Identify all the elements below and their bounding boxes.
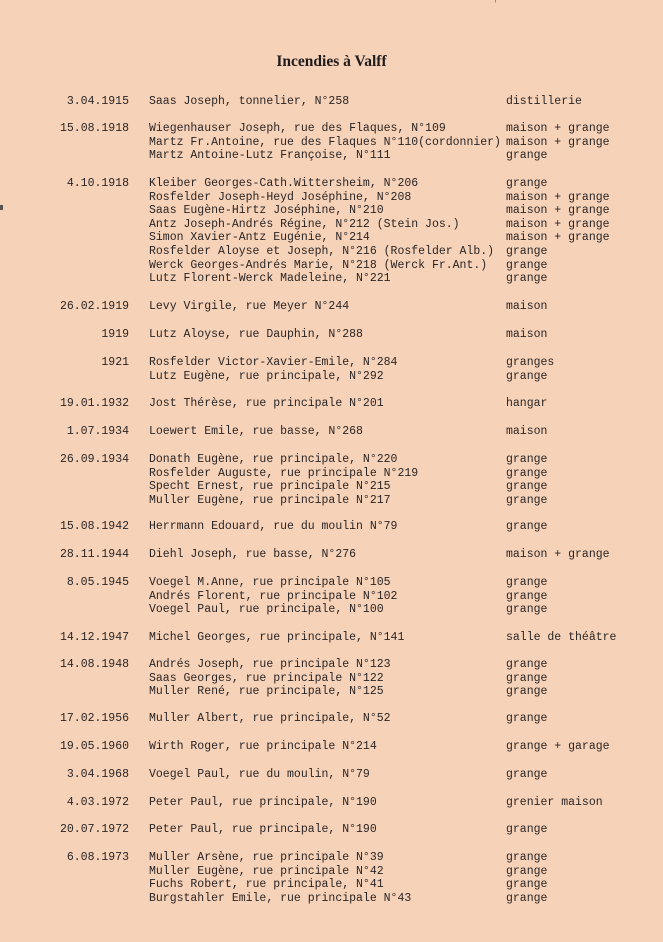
building-type: grange bbox=[506, 878, 548, 892]
entry-lines bbox=[149, 520, 547, 534]
building-type: grange bbox=[506, 864, 548, 878]
entry-line bbox=[149, 494, 547, 508]
entry-line bbox=[149, 796, 603, 810]
entry-description: Specht Ernest, rue principale N°215 bbox=[149, 480, 391, 494]
building-type: maison bbox=[506, 425, 548, 438]
entry-line bbox=[149, 245, 610, 259]
entry-description: Andrés Florent, rue principale N°102 bbox=[149, 589, 398, 603]
entry-line bbox=[149, 878, 547, 892]
entry-line bbox=[149, 851, 547, 865]
entry-line bbox=[149, 658, 547, 672]
entry-line bbox=[149, 712, 547, 726]
building-type: distillerie bbox=[506, 95, 582, 108]
entry-description: Michel Georges, rue principale, N°141 bbox=[149, 631, 405, 644]
page-title: Incendies à Valff bbox=[276, 53, 387, 70]
entry-date: 28.11.1944 bbox=[59, 548, 129, 561]
entry-description: Saas Eugène-Hirtz Joséphine, N°210 bbox=[149, 204, 384, 218]
entry-date: 19.01.1932 bbox=[59, 397, 129, 410]
entry-line bbox=[149, 177, 610, 191]
entry-description: Rosfelder Auguste, rue principale N°219 bbox=[149, 466, 419, 480]
entry-line bbox=[149, 768, 547, 782]
entry-description: Rosfelder Joseph-Heyd Joséphine, N°208 bbox=[149, 190, 412, 204]
entry-description: Saas Joseph, tonnelier, N°258 bbox=[149, 95, 350, 108]
entry-date: 15.08.1942 bbox=[59, 520, 129, 533]
entry-lines bbox=[149, 631, 616, 645]
building-type: grange bbox=[506, 520, 548, 533]
entry-line bbox=[149, 548, 610, 562]
entry-date: 6.08.1973 bbox=[66, 851, 129, 864]
entry-description: Martz Fr.Antoine, rue des Flaques N°110(cordonnier) bbox=[149, 135, 501, 149]
entry-description: Voegel Paul, rue principale, N°100 bbox=[149, 603, 384, 617]
building-type: grange bbox=[506, 453, 548, 466]
entry-date: 26.09.1934 bbox=[59, 453, 129, 466]
entry-description: Voegel M.Anne, rue principale N°105 bbox=[149, 576, 391, 589]
entry-line bbox=[149, 823, 547, 837]
building-type: grange bbox=[506, 466, 548, 480]
building-type: maison bbox=[506, 328, 548, 341]
entry-description: Lutz Florent-Werck Madeleine, N°221 bbox=[149, 272, 391, 286]
building-type: grange bbox=[506, 891, 548, 905]
entry-lines bbox=[149, 796, 603, 810]
building-type: grange bbox=[506, 258, 548, 272]
entry-date: 19.05.1960 bbox=[59, 740, 129, 753]
building-type: grange bbox=[506, 823, 548, 836]
entry-lines bbox=[149, 740, 610, 754]
entry-lines bbox=[149, 453, 547, 507]
building-type: grange bbox=[506, 369, 548, 383]
entry-description: Simon Xavier-Antz Eugénie, N°214 bbox=[149, 231, 370, 245]
entry-line bbox=[149, 328, 547, 342]
building-type: grange + garage bbox=[506, 740, 610, 753]
entry-description: Kleiber Georges-Cath.Wittersheim, N°206 bbox=[149, 177, 419, 190]
entry-description: Jost Thérèse, rue principale N°201 bbox=[149, 397, 384, 410]
building-type: grange bbox=[506, 493, 548, 507]
entry-description: Rosfelder Victor-Xavier-Emile, N°284 bbox=[149, 356, 398, 369]
entry-description: Levy Virgile, rue Meyer N°244 bbox=[149, 300, 350, 313]
building-type: grange bbox=[506, 658, 548, 671]
entry-description: Muller René, rue principale, N°125 bbox=[149, 685, 384, 699]
building-type: grange bbox=[506, 480, 548, 494]
building-type: salle de théâtre bbox=[506, 631, 617, 644]
entry-line bbox=[149, 631, 616, 645]
building-type: grange bbox=[506, 768, 548, 781]
entry-lines bbox=[149, 356, 554, 383]
entry-line bbox=[149, 397, 547, 411]
entry-line bbox=[149, 453, 547, 467]
building-type: grange bbox=[506, 576, 548, 589]
building-type: grange bbox=[506, 149, 548, 163]
building-type: maison bbox=[506, 300, 548, 313]
entry-description: Lutz Aloyse, rue Dauphin, N°288 bbox=[149, 328, 363, 341]
entry-description: Werck Georges-Andrés Marie, N°218 (Werck Fr.Ant.) bbox=[149, 258, 488, 272]
entry-description: Peter Paul, rue principale, N°190 bbox=[149, 823, 377, 836]
entry-description: Rosfelder Aloyse et Joseph, N°216 (Rosfelder Alb.) bbox=[149, 244, 495, 258]
building-type: maison + grange bbox=[506, 231, 610, 245]
building-type: hangar bbox=[506, 397, 548, 410]
entry-line bbox=[149, 204, 610, 218]
entry-line bbox=[149, 685, 547, 699]
entry-line bbox=[149, 603, 547, 617]
entry-line bbox=[149, 590, 547, 604]
entry-description: Donath Eugène, rue principale, N°220 bbox=[149, 453, 398, 466]
entry-line bbox=[149, 136, 610, 150]
entry-description: Muller Eugène, rue principale N°42 bbox=[149, 864, 384, 878]
entry-date: 14.08.1948 bbox=[59, 658, 129, 671]
entry-date: 26.02.1919 bbox=[59, 300, 129, 313]
entry-line bbox=[149, 865, 547, 879]
entry-description: Muller Eugène, rue principale N°217 bbox=[149, 493, 391, 507]
entry-description: Antz Joseph-Andrés Régine, N°212 (Stein Jos.) bbox=[149, 217, 460, 231]
entry-line bbox=[149, 467, 547, 481]
building-type: maison + grange bbox=[506, 548, 610, 561]
building-type: grange bbox=[506, 603, 548, 617]
entry-lines bbox=[149, 177, 610, 286]
building-type: grange bbox=[506, 589, 548, 603]
entry-line bbox=[149, 122, 610, 136]
building-type: maison + grange bbox=[506, 135, 610, 149]
entry-line bbox=[149, 231, 610, 245]
entry-description: Voegel Paul, rue du moulin, N°79 bbox=[149, 768, 370, 781]
entry-description: Muller Arsène, rue principale N°39 bbox=[149, 851, 384, 864]
entry-line bbox=[149, 740, 610, 754]
entry-description: Wirth Roger, rue principale N°214 bbox=[149, 740, 377, 753]
entry-line bbox=[149, 672, 547, 686]
entry-description: Peter Paul, rue principale, N°190 bbox=[149, 796, 377, 809]
entry-line bbox=[149, 149, 610, 163]
building-type: grange bbox=[506, 177, 548, 190]
entry-lines bbox=[149, 712, 547, 726]
entry-description: Andrés Joseph, rue principale N°123 bbox=[149, 658, 391, 671]
entry-lines bbox=[149, 328, 547, 342]
entry-line bbox=[149, 892, 547, 906]
entry-line bbox=[149, 272, 610, 286]
entry-lines bbox=[149, 95, 582, 109]
building-type: grenier maison bbox=[506, 796, 603, 809]
entry-lines bbox=[149, 397, 547, 411]
entry-line bbox=[149, 300, 547, 314]
entry-description: Martz Antoine-Lutz Françoise, N°111 bbox=[149, 149, 391, 163]
entry-date: 1919 bbox=[101, 328, 129, 341]
entry-line bbox=[149, 480, 547, 494]
entry-date: 17.02.1956 bbox=[59, 712, 129, 725]
entry-lines bbox=[149, 768, 547, 782]
entry-description: Herrmann Edouard, rue du moulin N°79 bbox=[149, 520, 398, 533]
edge-mark bbox=[0, 205, 3, 210]
entry-lines bbox=[149, 548, 610, 562]
building-type: maison + grange bbox=[506, 204, 610, 218]
entry-description: Burgstahler Emile, rue principale N°43 bbox=[149, 891, 412, 905]
page-mark: ' bbox=[493, 0, 498, 9]
entry-line bbox=[149, 425, 547, 439]
entry-date: 1.07.1934 bbox=[66, 425, 129, 438]
entry-description: Fuchs Robert, rue principale, N°41 bbox=[149, 878, 384, 892]
building-type: grange bbox=[506, 671, 548, 685]
entry-date: 14.12.1947 bbox=[59, 631, 129, 644]
entry-description: Diehl Joseph, rue basse, N°276 bbox=[149, 548, 357, 561]
entry-lines bbox=[149, 576, 547, 617]
building-type: granges bbox=[506, 356, 555, 369]
entry-lines bbox=[149, 851, 547, 905]
entry-line bbox=[149, 370, 554, 384]
building-type: grange bbox=[506, 272, 548, 286]
building-type: grange bbox=[506, 244, 548, 258]
entry-line bbox=[149, 191, 610, 205]
building-type: grange bbox=[506, 851, 548, 864]
entry-date: 4.03.1972 bbox=[66, 796, 129, 809]
entry-description: Wiegenhauser Joseph, rue des Flaques, N°109 bbox=[149, 122, 446, 135]
entry-date: 3.04.1915 bbox=[66, 95, 129, 108]
entry-lines bbox=[149, 658, 547, 699]
entry-line bbox=[149, 95, 582, 109]
entry-line bbox=[149, 259, 610, 273]
entry-line bbox=[149, 520, 547, 534]
building-type: maison + grange bbox=[506, 217, 610, 231]
entry-date: 1921 bbox=[101, 356, 129, 369]
entry-date: 15.08.1918 bbox=[59, 122, 129, 135]
building-type: maison + grange bbox=[506, 190, 610, 204]
entry-lines bbox=[149, 425, 547, 439]
entry-line bbox=[149, 576, 547, 590]
entry-lines bbox=[149, 300, 547, 314]
entry-description: Saas Georges, rue principale N°122 bbox=[149, 671, 384, 685]
entry-date: 8.05.1945 bbox=[66, 576, 129, 589]
entry-description: Lutz Eugène, rue principale, N°292 bbox=[149, 369, 384, 383]
entry-date: 20.07.1972 bbox=[59, 823, 129, 836]
building-type: maison + grange bbox=[506, 122, 610, 135]
entry-lines bbox=[149, 122, 610, 163]
building-type: grange bbox=[506, 712, 548, 725]
building-type: grange bbox=[506, 685, 548, 699]
entry-description: Muller Albert, rue principale, N°52 bbox=[149, 712, 391, 725]
entry-lines bbox=[149, 823, 547, 837]
entry-line bbox=[149, 218, 610, 232]
entry-date: 3.04.1968 bbox=[66, 768, 129, 781]
entry-line bbox=[149, 356, 554, 370]
entry-date: 4.10.1918 bbox=[66, 177, 129, 190]
entry-description: Loewert Emile, rue basse, N°268 bbox=[149, 425, 363, 438]
